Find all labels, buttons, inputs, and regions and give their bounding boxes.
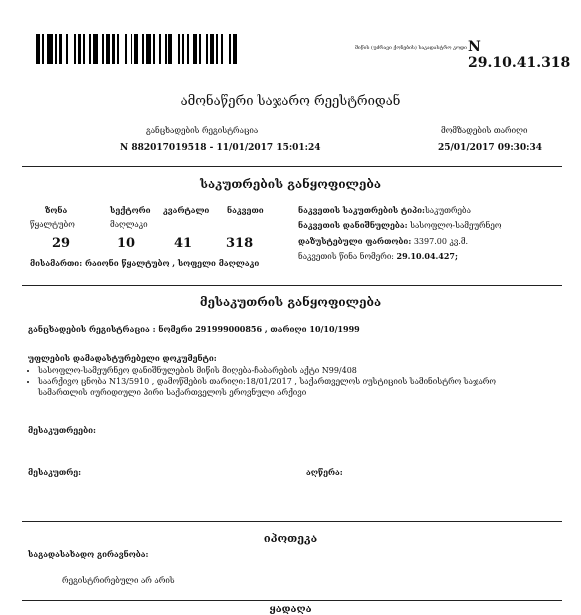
divider [22, 600, 562, 601]
tax-lien-label: საგადასახადო გირავნობა: [28, 549, 149, 559]
prepared-date-value: 25/01/2017 09:30:34 [438, 143, 543, 153]
block-value: 41 [174, 236, 193, 251]
owner-section-heading: მესაკუთრის განყოფილება [199, 295, 382, 309]
sector-label: სექტორი [110, 205, 151, 215]
zone-name: წყალტუბო [30, 220, 75, 229]
owner-registration: განცხადების რეგისტრაცია : ნომერი 291999000856 , თარიღი 10/10/1999 [28, 324, 360, 334]
owner-label: მესაკუთრე: [28, 467, 82, 477]
barcode [36, 34, 241, 64]
sector-value: 10 [117, 236, 136, 251]
purpose-label: ნაკვეთის დანიშნულება: [298, 220, 408, 230]
property-section-heading: საკუთრების განყოფილება [200, 177, 381, 191]
block-label: კვარტალი [163, 205, 210, 215]
ownership-type-label: ნაკვეთის საკუთრების ტიპი: [298, 205, 425, 215]
cadastral-code: N 29.10.41.318 [468, 39, 571, 71]
cadastral-code-caption: მიწის (უძრავი ქონების) საკადასტრო კოდი [355, 45, 467, 51]
parcel-label: ნაკვეთი [227, 205, 264, 215]
list-item: • სასოფლო-სამეურნეო დანიშნულების მიწის მიღება-ჩაბარების აქტი N99/408 [38, 365, 534, 376]
prepared-date-label: მომზადების თარიღი [441, 126, 528, 135]
list-item: • საარქივო ცნობა N13/5910 , დამოწმების თარიღი:18/01/2017 , საქართველოს იუსტიციის სამინისტრო საჯარო სამართლის იურიდიული პირი საქართველოს ეროვნული არქივი [38, 376, 534, 398]
sector-name: მაღლაკი [110, 220, 148, 229]
mortgage-section-heading: იპოთეკა [263, 532, 318, 545]
registration-value: N 882017019518 - 11/01/2017 15:01:24 [120, 143, 321, 153]
owners-label: მესაკუთრეები: [28, 425, 96, 435]
registration-label: განცხადების რეგისტრაცია [146, 126, 259, 135]
address: მისამართი: რაიონი წყალტუბო , სოფელი მაღლაკი [30, 258, 260, 268]
area-label: დაზუსტებული ფართობი: [298, 236, 412, 246]
divider [22, 166, 562, 167]
basis-documents-list [24, 365, 534, 398]
divider [22, 521, 562, 522]
basis-documents-label: უფლების დამადასტურებელი დოკუმენტი: [28, 353, 217, 363]
tax-lien-value: რეგისტრირებული არ არის [62, 576, 175, 585]
divider [22, 285, 562, 286]
previous-number-value: 29.10.04.427; [396, 251, 458, 261]
purpose-value: სასოფლო-სამეურნეო [410, 221, 502, 230]
description-label: აღწერა: [306, 467, 343, 477]
ownership-type-value: საკუთრება [424, 206, 471, 215]
previous-number-label: ნაკვეთის წინა ნომერი: [298, 252, 394, 261]
parcel-value: 318 [226, 236, 254, 251]
zone-value: 29 [52, 236, 71, 251]
document-title: ამონაწერი საჯარო რეესტრიდან [180, 94, 401, 109]
seizure-section-heading: ყადაღა [269, 604, 312, 615]
area-value: 3397.00 კვ.მ. [413, 237, 469, 246]
zone-label: ზონა [45, 205, 68, 215]
